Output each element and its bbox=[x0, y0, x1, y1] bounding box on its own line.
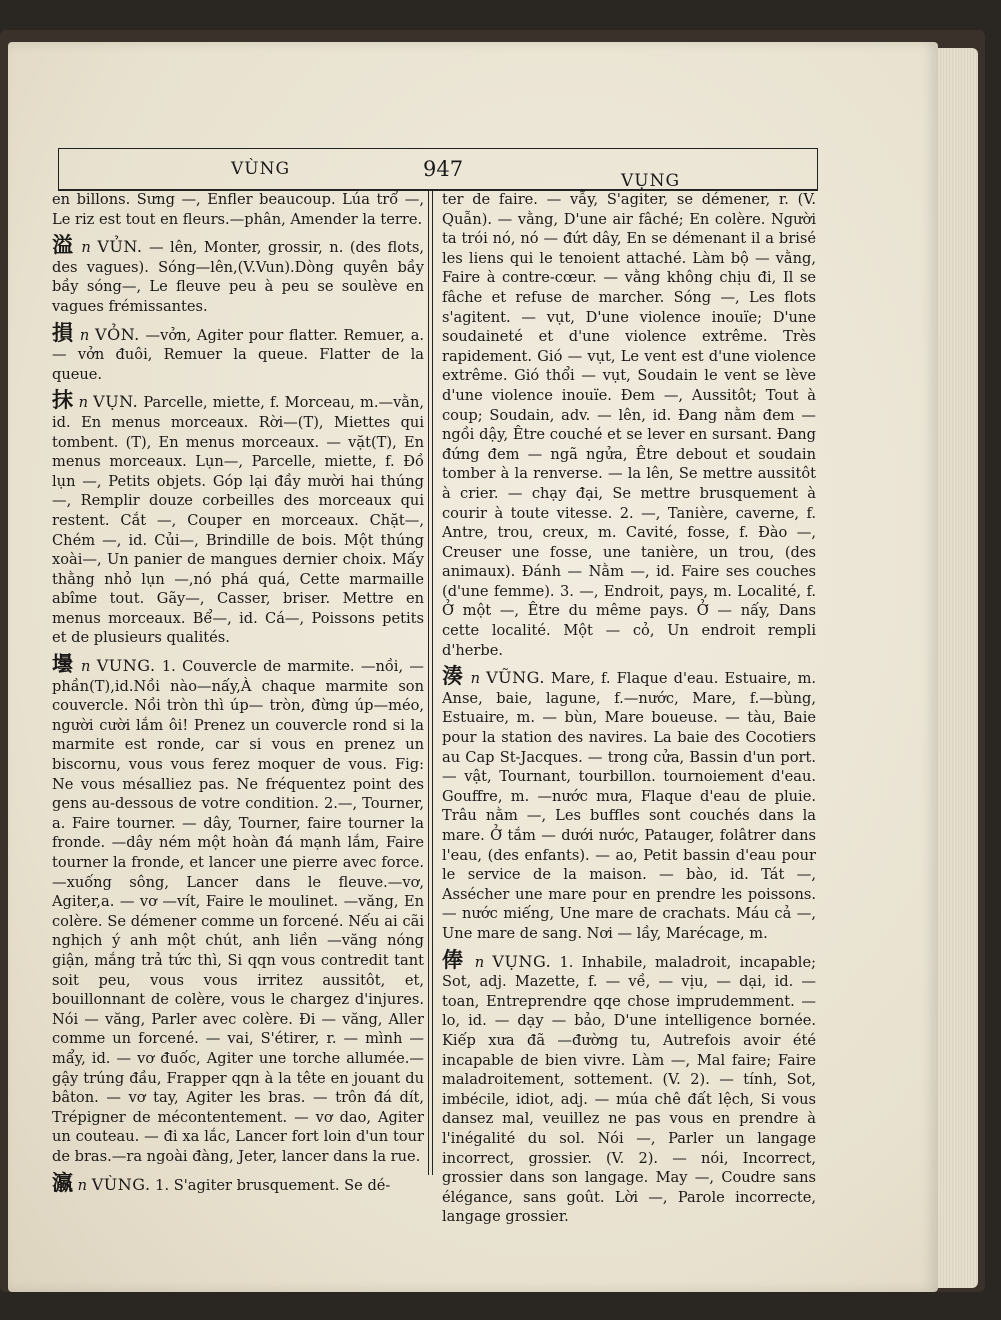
entry-von bbox=[52, 319, 425, 385]
entry-text: Parcelle, miette, f. Morceau, m.—vằn, id. En menus morceaux. Rời—(T), Miettes qui tombent. (T), En menus morceaux. — vặt(T), En menus morceaux. Lụn—, Parcelle, miette, f. Đồ lụn —, Petits objets. Góp lại đầy mười hai thúng —, Remplir douze corbeilles des morceaux qui restent. Cắt —, Couper en morceaux. Chặt—, Chém —, id. Củi—, Brindille de bois. Một thúng xoài—, Un panier de mangues dernier choix. Mấy thằng nhỏ lụn —,nó phá quá, Cette marmaille abîme tout. Gãy—, Casser, briser. Mettre en menus morceaux. Bể—, id. Cá—, Poissons petits et de plusieurs qualités. bbox=[52, 394, 425, 647]
entry-pos: n bbox=[474, 953, 485, 971]
entry-pos: n bbox=[80, 658, 91, 676]
entry-text: —vởn, Agiter pour flatter. Remuer, a. — vởn đuôi, Remuer la queue. Flatter de la queue. bbox=[52, 326, 425, 383]
entry-hanzi: 溢 bbox=[52, 232, 75, 258]
entry-pos: n bbox=[470, 670, 480, 688]
entry-vung-4 bbox=[442, 946, 816, 1227]
entry-vung-2 bbox=[52, 1169, 424, 1196]
header-left-word: VÙNG bbox=[231, 159, 291, 179]
entry-title: VỎN. bbox=[95, 324, 140, 344]
entry-hanzi: 湊 bbox=[442, 663, 465, 689]
running-header bbox=[58, 148, 818, 191]
entry-pos: n bbox=[77, 1176, 88, 1194]
entry-text: 1. Couvercle de marmite. —nồi, —phần(T),id.Nồi nào—nấy,À chaque marmite son couvercle. Nồi tròn thì úp— tròn, đừng úp—méo, người cười lắm ôi! Prenez un couvercle rond si la marmite est ronde, car si vous en prenez un biscornu, vous vous ferez moquer de vous. Fig: Ne vous mésalliez pas. Ne fréquentez point des gens au-dessous de votre condition. 2.—, Tourner, a. Faire tourner. — dây, Tourner, faire tourner la fronde. —dây ném một hoàn đá mạnh lắm, Faire tourner la fronde, et lancer une pierre avec force. —xuống sông, Lancer dans le fleuve.—vơ, Agiter,a. — vơ —vít, Faire le moulinet. —văng, En colère. Se démener comme un forcené. Nếu ai cãi nghịch ý anh một chút, anh liền —văng nóng giận, mắng trả tức thì, Si qqn vous contredit tant soit peu, vous vous irritez aussitôt, et, bouillonnant de colère, vous le chargez d'injures. Nói — văng, Parler avec colère. Đi — văng, Aller comme un forcené. — vai, S'étirer, r. — mình — mẩy, id. — vơ đuốc, Agiter une torche allumée.—gậy trúng đầu, Frapper qqn à la tête en jouant du bâton. — vơ tay, Agiter les bras. — trôn đá dít, Trépigner de mécontentement. — vơ dao, Agiter un couteau. — đi xa lắc, Lancer fort loin d'un tour de bras.—ra ngoài đàng, Jeter, lancer dans la rue. bbox=[52, 658, 424, 1165]
entry-pos: n bbox=[78, 394, 89, 412]
entry-vung-3 bbox=[442, 663, 817, 943]
entry-hanzi: 損 bbox=[52, 319, 75, 345]
column-divider bbox=[428, 190, 433, 1175]
entry-vung bbox=[52, 651, 424, 1166]
entry-continuation bbox=[52, 190, 424, 229]
entry-continuation bbox=[442, 190, 816, 660]
entry-pos: n bbox=[79, 326, 90, 344]
entry-vun bbox=[52, 232, 425, 316]
entry-text: en billons. Sưng —, Enfler beaucoup. Lúa trổ —, Le riz est tout en fleurs.—phân, Amender la terre. bbox=[52, 191, 424, 228]
entry-text: ter de faire. — vẫy, S'agiter, se démener, r. (V. Quẫn). — vằng, D'une air fâché; En colère. Người ta trói nó, nó — đứt dây, En se démenant il a brisé les liens qui le tenoient attaché. Làm bộ — vằng, Faire à contre-cœur. — vằng không chịu đi, Il se fâche et refuse de marcher. Sóng —, Les flots s'agitent. — vụt, D'une violence inouïe; D'une soudaineté et d'une violence extrême. Très rapidement. Gió — vụt, Le vent est d'une violence extrême. Gió thổi — vụt, Soudain le vent se lève d'une violence inouïe. Đem —, Aussitôt; Tout à coup; Soudain, adv. — lên, id. Đang nằm đem — ngồi dậy, Être couché et se lever en sursant. Đang đứng đem — ngã ngửa, Être debout et soudain tomber à la renverse. — la lên, Se mettre aussitôt à crier. — chạy đại, Se mettre brusquement à courir à toute vitesse. 2. —, Tanière, caverne, f. Antre, trou, creux, m. Cavité, fosse, f. Đào —, Creuser une fosse, une tanière, un trou, (des animaux). Đánh — Nằm —, id. Faire ses couches (d'une femme). 3. —, Endroit, pays, m. Localité, f. Ở một —, Être du même pays. Ở — nấy, Dans cette localité. Một — cỏ, Un endroit rempli d'herbe. bbox=[442, 191, 816, 659]
entry-title: VÙNG. bbox=[91, 1174, 151, 1194]
left-column bbox=[52, 190, 424, 1195]
entry-hanzi: 俸 bbox=[442, 946, 467, 972]
entry-text: Mare, f. Flaque d'eau. Estuaire, m. Anse, baie, lagune, f.—nước, Mare, f.—bùng, Estuaire, m. — bùn, Mare boueuse. — tàu, Baie pour la station des navires. La baie des Cocotiers au Cap St-Jacques. — trong cửa, Bassin d'un port. — vật, Tournant, tourbillon. tournoiement d'eau. Gouffre, m. —nước mưa, Flaque d'eau de pluie. Trâu nằm —, Les buffles sont couchés dans la mare. Ở tắm — dưới nước, Patauger, folâtrer dans l'eau, (des enfants). — ao, Petit bassin d'eau pour le service de la maison. — bào, id. Tát —, Assécher une mare pour en prendre les poissons. — nước miếng, Une mare de crachats. Máu cả —, Une mare de sang. Nơi — lầy, Marécage, m. bbox=[442, 670, 817, 942]
entry-text: — lên, Monter, grossir, n. (des flots, des vagues). Sóng—lên,(V.Vun).Dòng quyên bầy bầy sóng—, Le fleuve peu à peu se soulève en vagues frémissantes. bbox=[52, 239, 425, 315]
entry-text: 1. Inhabile, maladroit, incapable; Sot, adj. Mazette, f. — về, — vịu, — dại, id. — toan, Entreprendre qqe chose imprudemment. — lo, id. — dạy — bảo, D'une intelligence bornée. Kiếp xưa đã —đường tu, Autrefois avoir été incapable de bien vivre. Làm —, Mal faire; Faire maladroitement, sottement. (V. 2). — tính, Sot, imbécile, idiot, adj. — múa chê đất lệch, Si vous dansez mal, veuillez ne pas vous en prendre à l'inégalité du sol. Nói —, Parler un langage incorrect, grossier. (V. 2). — nói, Incorrect, grossier dans son langage. May —, Coudre sans élégance, sans goût. Lời —, Parole incorrecte, langage grossier. bbox=[442, 953, 816, 1226]
entry-title: VUNG. bbox=[96, 656, 156, 676]
entry-title: VỤN. bbox=[93, 392, 139, 412]
right-column bbox=[442, 190, 816, 1227]
entry-title: VỦN. bbox=[97, 237, 143, 257]
entry-hanzi: 壜 bbox=[52, 651, 75, 677]
page-number: 947 bbox=[423, 157, 464, 181]
entry-title: VỤNG. bbox=[492, 951, 552, 971]
entry-title: VŨNG. bbox=[486, 668, 545, 688]
entry-vun-2 bbox=[52, 387, 425, 648]
header-right-word: VỤNG bbox=[621, 171, 681, 191]
entry-hanzi: 瀛 bbox=[52, 1169, 73, 1195]
entry-hanzi: 抹 bbox=[52, 387, 74, 413]
entry-pos: n bbox=[81, 239, 91, 257]
entry-text: 1. S'agiter brusquement. Se dé- bbox=[155, 1176, 391, 1194]
